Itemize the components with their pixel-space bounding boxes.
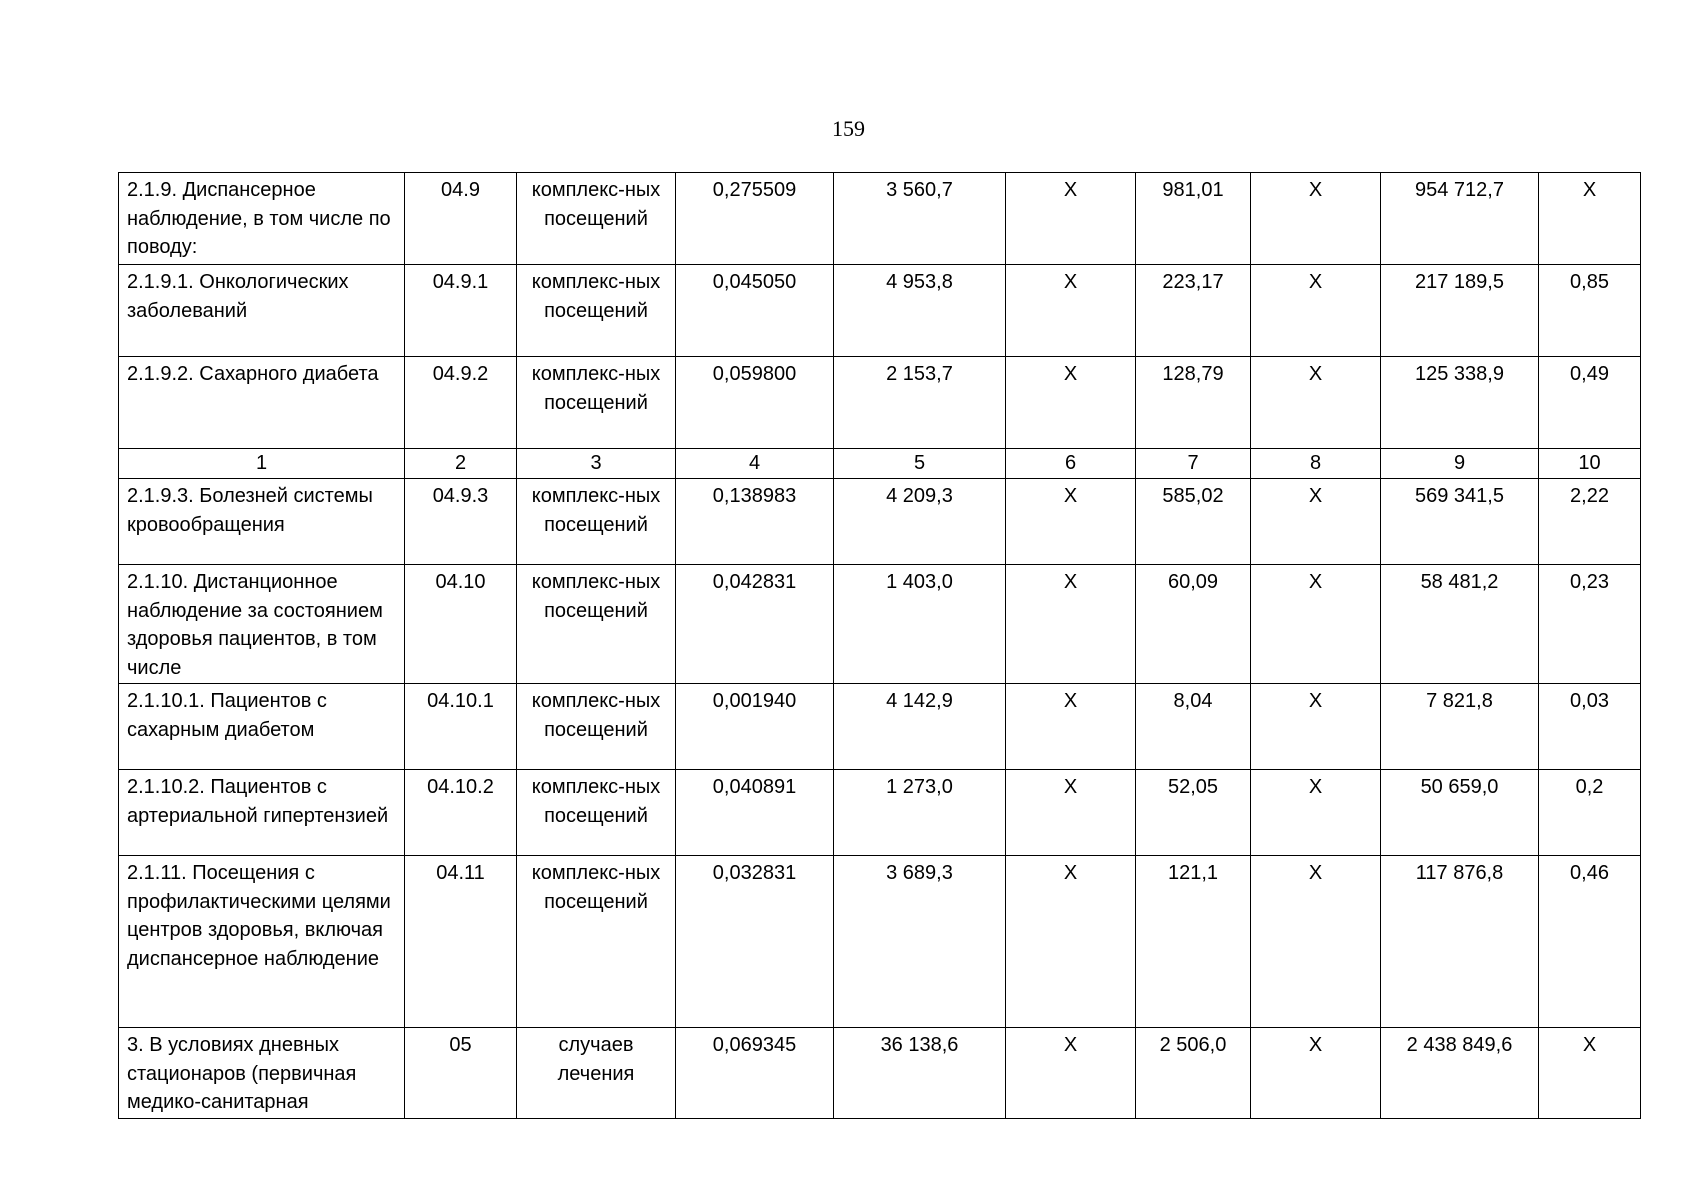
cell-value: 0,138983	[676, 479, 834, 565]
column-number: 1	[119, 449, 405, 479]
cell-code: 04.9	[405, 173, 517, 265]
cell-unit: комплекс-ных посещений	[517, 173, 676, 265]
cell-value: 0,2	[1539, 770, 1641, 856]
cell-value: 36 138,6	[834, 1028, 1006, 1119]
cell-value: Х	[1006, 856, 1136, 1028]
cell-value: Х	[1251, 684, 1381, 770]
cell-value: 3 560,7	[834, 173, 1006, 265]
cell-value: Х	[1006, 770, 1136, 856]
cell-value: 50 659,0	[1381, 770, 1539, 856]
table-row	[119, 565, 1641, 684]
cell-name: 2.1.9.1. Онкологических заболеваний	[119, 265, 405, 357]
cell-code: 04.9.1	[405, 265, 517, 357]
cell-value: 125 338,9	[1381, 357, 1539, 449]
cell-value: Х	[1006, 173, 1136, 265]
cell-value: 2 153,7	[834, 357, 1006, 449]
cell-unit: комплекс-ных посещений	[517, 856, 676, 1028]
table-row	[119, 684, 1641, 770]
cell-value: Х	[1006, 1028, 1136, 1119]
cell-value: Х	[1251, 173, 1381, 265]
cell-value: Х	[1006, 265, 1136, 357]
cell-name: 3. В условиях дневных стационаров (первичная медико-санитарная	[119, 1028, 405, 1119]
cell-value: Х	[1006, 684, 1136, 770]
cell-value: 4 209,3	[834, 479, 1006, 565]
cell-value: 4 953,8	[834, 265, 1006, 357]
cell-value: Х	[1251, 265, 1381, 357]
cell-value: Х	[1251, 770, 1381, 856]
cell-unit: комплекс-ных посещений	[517, 357, 676, 449]
cell-value: 0,85	[1539, 265, 1641, 357]
table-row	[119, 770, 1641, 856]
cell-value: 0,23	[1539, 565, 1641, 684]
cell-value: 569 341,5	[1381, 479, 1539, 565]
cell-code: 04.9.2	[405, 357, 517, 449]
table-row	[119, 265, 1641, 357]
cell-unit: комплекс-ных посещений	[517, 265, 676, 357]
cell-value: Х	[1251, 856, 1381, 1028]
cell-value: 0,46	[1539, 856, 1641, 1028]
cell-value: Х	[1251, 1028, 1381, 1119]
cell-name: 2.1.10. Дистанционное наблюдение за состоянием здоровья пациентов, в том числе	[119, 565, 405, 684]
cell-value: 117 876,8	[1381, 856, 1539, 1028]
cell-unit: комплекс-ных посещений	[517, 770, 676, 856]
cell-value: Х	[1251, 565, 1381, 684]
cell-value: 0,069345	[676, 1028, 834, 1119]
column-number: 9	[1381, 449, 1539, 479]
cell-value: 217 189,5	[1381, 265, 1539, 357]
cell-value: 1 273,0	[834, 770, 1006, 856]
column-number: 7	[1136, 449, 1251, 479]
column-number: 6	[1006, 449, 1136, 479]
column-number: 2	[405, 449, 517, 479]
cell-value: 2,22	[1539, 479, 1641, 565]
cell-value: 0,49	[1539, 357, 1641, 449]
cell-value: 58 481,2	[1381, 565, 1539, 684]
cell-value: 7 821,8	[1381, 684, 1539, 770]
cell-unit: комплекс-ных посещений	[517, 684, 676, 770]
cell-value: 4 142,9	[834, 684, 1006, 770]
cell-value: 1 403,0	[834, 565, 1006, 684]
data-table	[118, 172, 1641, 1119]
cell-unit: случаев лечения	[517, 1028, 676, 1119]
cell-name: 2.1.10.1. Пациентов с сахарным диабетом	[119, 684, 405, 770]
cell-unit: комплекс-ных посещений	[517, 565, 676, 684]
cell-name: 2.1.11. Посещения с профилактическими целями центров здоровья, включая диспансерное наблюдение	[119, 856, 405, 1028]
cell-value: Х	[1006, 565, 1136, 684]
cell-code: 04.11	[405, 856, 517, 1028]
cell-value: 0,001940	[676, 684, 834, 770]
cell-code: 04.10.1	[405, 684, 517, 770]
cell-value: Х	[1251, 357, 1381, 449]
cell-value: Х	[1006, 357, 1136, 449]
cell-name: 2.1.9. Диспансерное наблюдение, в том числе по поводу:	[119, 173, 405, 265]
cell-value: 223,17	[1136, 265, 1251, 357]
table-row	[119, 357, 1641, 449]
cell-value: 0,045050	[676, 265, 834, 357]
table-row	[119, 1028, 1641, 1119]
column-number: 8	[1251, 449, 1381, 479]
cell-value: 2 438 849,6	[1381, 1028, 1539, 1119]
cell-value: 121,1	[1136, 856, 1251, 1028]
cell-code: 04.9.3	[405, 479, 517, 565]
cell-name: 2.1.10.2. Пациентов с артериальной гипертензией	[119, 770, 405, 856]
cell-value: Х	[1539, 1028, 1641, 1119]
column-number: 4	[676, 449, 834, 479]
cell-value: 0,03	[1539, 684, 1641, 770]
cell-value: 52,05	[1136, 770, 1251, 856]
cell-value: 0,032831	[676, 856, 834, 1028]
table-row	[119, 173, 1641, 265]
cell-value: 60,09	[1136, 565, 1251, 684]
cell-code: 04.10.2	[405, 770, 517, 856]
cell-value: Х	[1539, 173, 1641, 265]
column-number: 10	[1539, 449, 1641, 479]
cell-code: 04.10	[405, 565, 517, 684]
cell-value: 0,040891	[676, 770, 834, 856]
column-number: 3	[517, 449, 676, 479]
cell-name: 2.1.9.3. Болезней системы кровообращения	[119, 479, 405, 565]
cell-value: 0,042831	[676, 565, 834, 684]
cell-value: 8,04	[1136, 684, 1251, 770]
cell-value: Х	[1251, 479, 1381, 565]
cell-code: 05	[405, 1028, 517, 1119]
table-row	[119, 479, 1641, 565]
cell-unit: комплекс-ных посещений	[517, 479, 676, 565]
column-number: 5	[834, 449, 1006, 479]
cell-value: 981,01	[1136, 173, 1251, 265]
cell-value: 585,02	[1136, 479, 1251, 565]
column-number-row	[119, 449, 1641, 479]
cell-value: Х	[1006, 479, 1136, 565]
cell-value: 3 689,3	[834, 856, 1006, 1028]
cell-value: 0,275509	[676, 173, 834, 265]
cell-value: 0,059800	[676, 357, 834, 449]
page-number: 159	[832, 116, 865, 141]
cell-value: 2 506,0	[1136, 1028, 1251, 1119]
cell-value: 954 712,7	[1381, 173, 1539, 265]
cell-value: 128,79	[1136, 357, 1251, 449]
cell-name: 2.1.9.2. Сахарного диабета	[119, 357, 405, 449]
table-row	[119, 856, 1641, 1028]
